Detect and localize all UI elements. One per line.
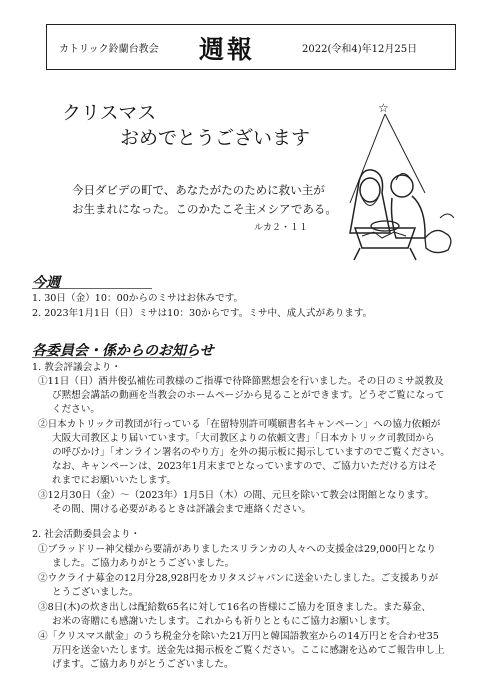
scripture-verse [72,181,337,219]
bulletin-date: 2022(令和4)年12月25日 [302,44,418,55]
verse-line-1: 今日ダビデの町で、あなたがたのために救い主が [72,183,325,197]
council-line: その間、開ける必要があるときは評議会まで連絡ください。 [52,504,312,515]
council-section-title: 1. 教会評議会より・ [32,362,121,373]
social-line: ④「クリスマス献金」のうち税金分を除いた21万円と韓国語教室からの14万円とを合わせ35 [38,631,439,642]
council-line: ②日本カトリック司教団が行っている「在留特別許可嘆願書名キャンペーン」への協力依頼が [38,419,441,430]
greeting-line-1: クリスマス [62,102,157,124]
committees-heading-rule [32,357,192,358]
social-section-title: 2. 社会活動委員会より・ [32,529,141,540]
council-line: の呼びかけ」「オンライン署名のやり方」を外の掲示板に掲示していますのでご覧ください。 [52,447,450,458]
council-line: び黙想会講話の動画を当教会のホームページから見ることができます。どうぞご覧になって [52,390,445,401]
bulletin-header [46,24,456,70]
council-line: 大阪大司教区より届いています。「大司教区よりの依頼文書」「日本カトリック司教団から [52,433,435,444]
week-heading: 今週 [32,275,60,291]
social-line: げます。ご協力ありがとうございました。 [52,659,234,670]
greeting-line-2: おめでとうございます [120,127,311,149]
council-line: ください。 [52,404,100,415]
week-item-2: 2. 2023年1月1日（日）ミサは10：30からです。ミサ中、成人式があります。 [32,308,373,319]
church-name: カトリック鈴蘭台教会 [59,44,159,55]
council-line: れまでにお願いいたします。 [52,475,176,486]
week-item-1: 1. 30日（金）10：00からのミサはお休みです。 [32,293,244,304]
social-line: ①ブラッドリー神父様から要請がありましたスリランカの人々への支援金は29,000円となり [38,544,436,555]
social-line: お米の寄贈にも感謝いたします。これからも祈りとともにご協力お願いします。 [52,616,396,627]
bulletin-title: 週報 [199,35,256,64]
social-line: ②ウクライナ募金の12月分28,928円をカリタスジャパンに送金いたしました。ご支援ありが [38,573,439,584]
council-line: なお、キャンペーンは、2023年1月末までとなっていますので、ご協力いただける方はそ [52,461,438,472]
social-line: とうございました。 [52,587,139,598]
week-heading-rule [32,288,152,289]
council-line: ①11日（日）酒井俊弘補佐司教様のご指導で待降節黙想会を行いました。その日のミサ説教及 [38,376,444,387]
social-line: ③8日(木)の炊き出しは配給数65名に対して16名の皆様にご協力を頂きました。また募金、 [38,602,431,613]
social-line: ました。ご協力ありがとうございました。 [52,558,235,569]
verse-line-2: お生まれになった。このかたこそ主メシアである。 [72,202,337,216]
nativity-scene-icon [330,98,460,263]
star-icon: ☆ [378,101,389,115]
council-line: ③12月30日（金）〜（2023年）1月5日（木）の間、元旦を除いて教会は閉館となります。 [38,490,435,501]
social-line: 万円を送金いたします。送金先は掲示板をご覧ください。ここに感謝を込めてご報告申し上 [52,645,445,656]
verse-reference: ルカ２・１１ [254,223,309,233]
committees-heading: 各委員会・係からのお知らせ [32,343,214,359]
